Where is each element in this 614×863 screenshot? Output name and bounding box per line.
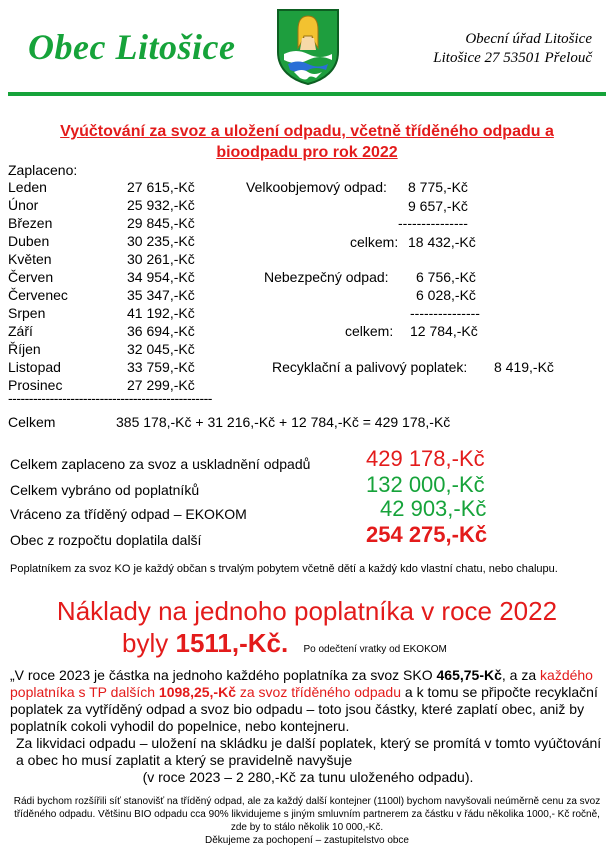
- p1-start: „V roce 2023 je částka na jednoho každého poplatníka za svoz SKO: [10, 667, 433, 683]
- p1-amount: 465,75-Kč: [436, 667, 502, 683]
- fine-print: [6, 795, 608, 847]
- title-line-2: bioodpadu pro rok 2022: [216, 144, 398, 161]
- page-title: [10, 121, 604, 163]
- explanation-paragraph: [10, 667, 606, 786]
- hazardous-sum-label: celkem:: [345, 323, 394, 339]
- letterhead: [0, 0, 614, 92]
- hazardous-label: Nebezpečný odpad:: [264, 269, 389, 285]
- month-value: 25 932,-Kč: [127, 197, 195, 213]
- month-value: 29 845,-Kč: [127, 215, 195, 231]
- p1-red-end: za svoz tříděného odpadu: [239, 684, 401, 700]
- month-name: Únor: [8, 197, 39, 213]
- paragraph-1: [10, 667, 606, 735]
- month-value: 34 954,-Kč: [127, 269, 195, 285]
- coat-of-arms-icon: [276, 8, 340, 86]
- month-name: Květen: [8, 251, 52, 267]
- month-value: 35 347,-Kč: [127, 287, 195, 303]
- summary-label: Obec z rozpočtu doplatila další: [10, 532, 202, 548]
- month-value: 30 261,-Kč: [127, 251, 195, 267]
- headline-prefix: byly: [122, 628, 169, 658]
- month-name: Červen: [8, 269, 54, 285]
- month-value: 41 192,-Kč: [127, 305, 195, 321]
- office-name: Obecní úřad Litošice: [465, 31, 592, 47]
- title-line-1: Vyúčtování za svoz a uložení odpadu, včetně tříděného odpadu a: [60, 123, 554, 140]
- hazardous-separator: ---------------: [410, 305, 480, 321]
- payer-definition-note: Poplatníkem za svoz KO je každý občan s trvalým pobytem včetně dětí a každý kdo vlastní chatu, nebo chalupu.: [10, 563, 558, 575]
- month-name: Leden: [8, 179, 47, 195]
- month-name: Prosinec: [8, 377, 63, 393]
- p1-mid: , a za: [501, 667, 537, 683]
- cost-per-payer-amount-line: [122, 628, 447, 659]
- month-name: Listopad: [8, 359, 61, 375]
- bulky-sum-value: 18 432,-Kč: [408, 234, 476, 250]
- summary-label: Celkem vybráno od poplatníků: [10, 482, 200, 498]
- month-value: 32 045,-Kč: [127, 341, 195, 357]
- month-value: 30 235,-Kč: [127, 233, 195, 249]
- month-value: 27 615,-Kč: [127, 179, 195, 195]
- bulky-label: Velkoobjemový odpad:: [246, 179, 387, 195]
- bulky-sum-label: celkem:: [350, 234, 399, 250]
- month-name: Duben: [8, 233, 50, 249]
- total-label: Celkem: [8, 414, 56, 430]
- summary-value-municipality: 254 275,-Kč: [366, 522, 488, 547]
- summary-label: Celkem zaplaceno za svoz a uskladnění odpadů: [10, 456, 311, 472]
- total-formula: 385 178,-Kč + 31 216,-Kč + 12 784,-Kč = 429 178,-Kč: [116, 414, 451, 430]
- header-divider: [8, 92, 606, 96]
- month-value: 33 759,-Kč: [127, 359, 195, 375]
- hazardous-value-2: 6 028,-Kč: [416, 287, 476, 303]
- month-name: Říjen: [8, 341, 41, 357]
- bulky-separator: ---------------: [398, 215, 468, 231]
- paragraph-3: (v roce 2023 – 2 280,-Kč za tunu uloženého odpadu).: [142, 769, 474, 785]
- month-name: Červenec: [8, 287, 68, 303]
- thanks-line: Děkujeme za pochopení – zastupitelstvo obce: [204, 835, 409, 846]
- month-name: Srpen: [8, 305, 46, 321]
- p1-red-amount: 1098,25,-Kč: [158, 684, 236, 700]
- p1-end: a k tomu se připočte recyklační poplatek za vytříděný odpad a svoz bio odpadu – toto jsou částky, které zaplatí obec, aniž by poplatník cokoli vyhodil do popelnice, nebo kontejneru.: [10, 684, 598, 734]
- bulky-value-2: 9 657,-Kč: [408, 198, 468, 214]
- headline-amount: 1511,-Kč.: [175, 628, 289, 658]
- office-street: Litošice 27 53501 Přelouč: [433, 50, 592, 66]
- month-value: 27 299,-Kč: [127, 377, 195, 393]
- paragraph-2: Za likvidaci odpadu – uložení na skládku je další poplatek, který se promítá v tomto vyúčtování a obec ho musí zaplatit a který se pravidelně navyšuje: [16, 735, 602, 768]
- hazardous-sum-value: 12 784,-Kč: [410, 323, 478, 339]
- summary-value-collected: 132 000,-Kč: [366, 472, 485, 497]
- summary-value-paid: 429 178,-Kč: [366, 446, 485, 471]
- cost-per-payer-headline: Náklady na jednoho poplatníka v roce 2022: [56, 596, 558, 626]
- month-name: Březen: [8, 215, 53, 231]
- month-value: 36 694,-Kč: [127, 323, 195, 339]
- months-separator: -------------------------------------------------: [8, 390, 212, 406]
- headline-footnote: Po odečtení vratky od EKOKOM: [303, 644, 447, 655]
- office-address: [402, 30, 592, 68]
- recycling-value: 8 419,-Kč: [494, 359, 554, 375]
- recycling-label: Recyklační a palivový poplatek:: [272, 359, 468, 375]
- hazardous-value-1: 6 756,-Kč: [416, 269, 476, 285]
- summary-value-ekokom: 42 903,-Kč: [380, 496, 487, 521]
- bulky-value-1: 8 775,-Kč: [408, 179, 468, 195]
- paid-label: Zaplaceno:: [8, 162, 78, 178]
- municipality-name: Obec Litošice: [28, 27, 236, 67]
- fine-print-text: Rádi bychom rozšířili síť stanovišť na tříděný odpad, ale za každý další kontejner (1100l) bychom navyšovali neúměrně cenu za svoz tříděného odpadu. Většinu BIO odpadu cca 90% likvidujeme s jiným smluvním partnerem za částku v řádu několika 1000,- Kč ročně, zde by to stálo několik 10 000,-Kč.: [13, 796, 601, 833]
- summary-label: Vráceno za tříděný odpad – EKOKOM: [10, 506, 247, 522]
- month-name: Září: [8, 323, 33, 339]
- p1-red-start: každého poplatníka s TP dalších: [10, 667, 593, 700]
